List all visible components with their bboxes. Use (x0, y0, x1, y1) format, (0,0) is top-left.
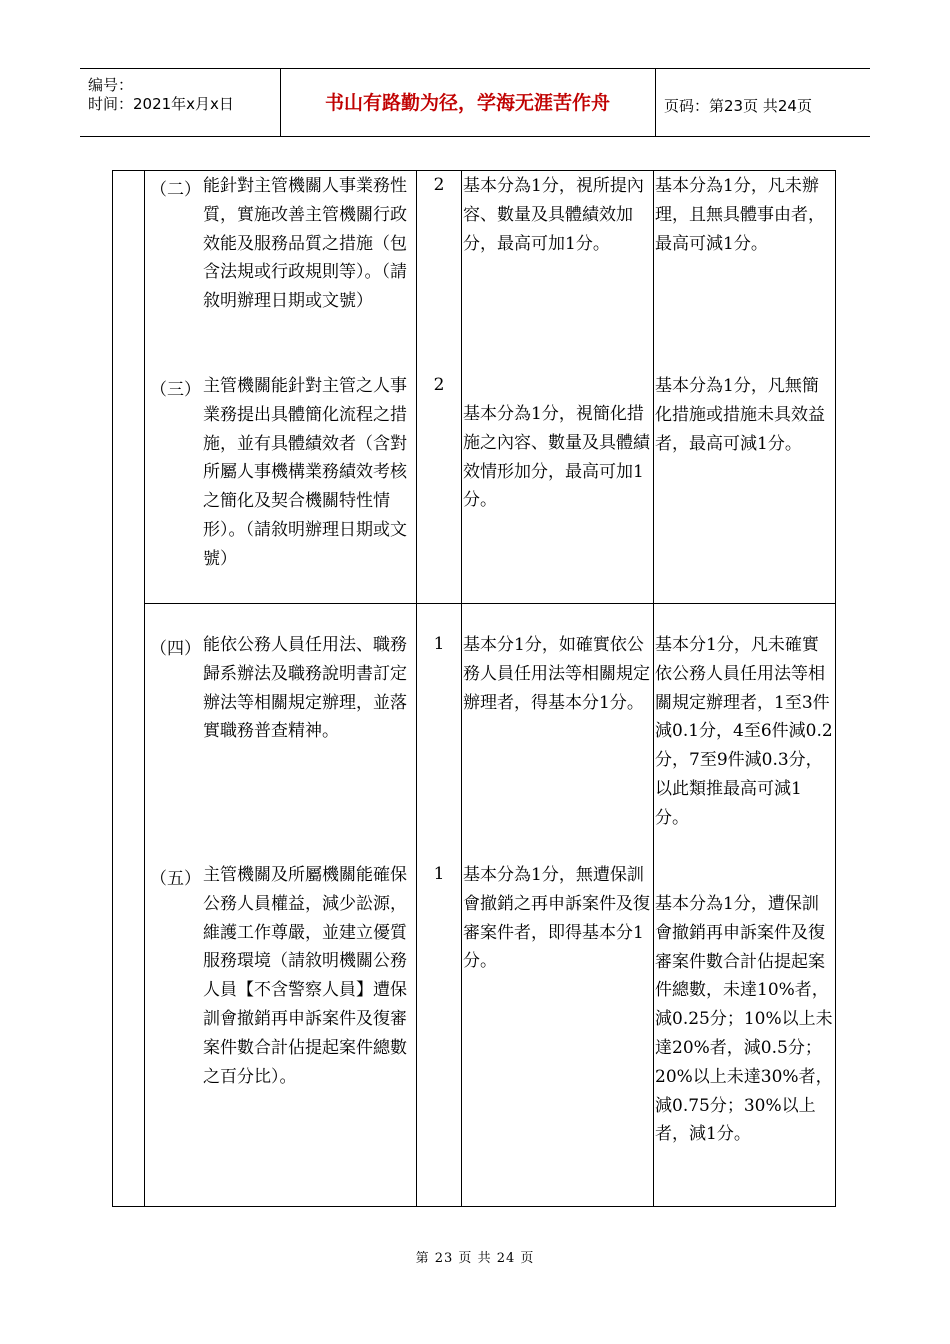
item-label: （五） (150, 869, 201, 889)
item-deduct: 基本分為1分，凡無簡化措施或措施未具效益者，最高可減1分。 (655, 376, 825, 454)
header-divider (655, 68, 656, 136)
date-label: 时间：2021年x月x日 (88, 95, 234, 113)
item-deduct: 基本分為1分，凡未辦理，且無具體事由者，最高可減1分。 (655, 176, 825, 254)
column-divider (653, 170, 654, 1207)
item-label: （三） (150, 380, 201, 400)
row-divider (144, 603, 836, 604)
item-points: 1 (433, 864, 445, 884)
item-bonus: 基本分為1分，視所提內容、數量及具體績效加分，最高可加1分。 (463, 176, 644, 254)
serial-label: 编号： (88, 76, 134, 94)
item-bonus: 基本分為1分，無遭保訓會撤銷之再申訴案件及復審案件者，即得基本分1分。 (463, 865, 650, 972)
column-divider (461, 170, 462, 1207)
item-label: （二） (150, 180, 201, 200)
column-divider (144, 170, 145, 1207)
item-deduct: 基本分為1分，遭保訓會撤銷再申訴案件及復審案件數合計佔提起案件總數，未達10%者，減0.25分；10%以上未達20%者，減0.5分；20%以上未達30%者，減0.75分；30%以上者，減1分。 (655, 894, 833, 1145)
item-text: 主管機關及所屬機關能確保公務人員權益，減少訟源，維護工作尊嚴，並建立優質服務環境（請敘明機關公務人員【不含警察人員】遭保訓會撤銷再申訴案件及復審案件數合計佔提起案件總數之百分比）。 (203, 865, 407, 1087)
item-deduct: 基本分1分，凡未確實依公務人員任用法等相關規定辦理者，1至3件減0.1分，4至6件減0.2分，7至9件減0.3分，以此類推最高可減1分。 (655, 635, 833, 828)
item-text: 能依公務人員任用法、職務歸系辦法及職務說明書訂定辦法等相關規定辦理，並落實職務普查精神。 (203, 635, 407, 742)
header-top-rule (80, 68, 870, 69)
item-text: 主管機關能針對主管之人事業務提出具體簡化流程之措施，並有具體績效者（含對所屬人事機構業務績效考核之簡化及契合機關特性情形）。（請敘明辦理日期或文號） (203, 376, 407, 569)
page-label: 页码：第23页 共24页 (664, 97, 812, 115)
header-bottom-rule (80, 136, 870, 137)
item-label: （四） (150, 639, 201, 659)
item-bonus: 基本分為1分，視簡化措施之內容、數量及具體績效情形加分，最高可加1分。 (463, 404, 650, 511)
item-points: 2 (433, 375, 445, 395)
header-motto: 书山有路勤为径，学海无涯苦作舟 (324, 92, 610, 114)
item-bonus: 基本分1分，如確實依公務人員任用法等相關規定辦理者，得基本分1分。 (463, 635, 650, 713)
item-text: 能針對主管機關人事業務性質，實施改善主管機關行政效能及服務品質之措施（包含法規或行政規則等）。（請敘明辦理日期或文號） (203, 176, 407, 312)
page-footer: 第 23 页 共 24 页 (415, 1251, 535, 1266)
item-points: 1 (433, 634, 445, 654)
item-points: 2 (433, 175, 445, 195)
column-divider (416, 170, 417, 1207)
